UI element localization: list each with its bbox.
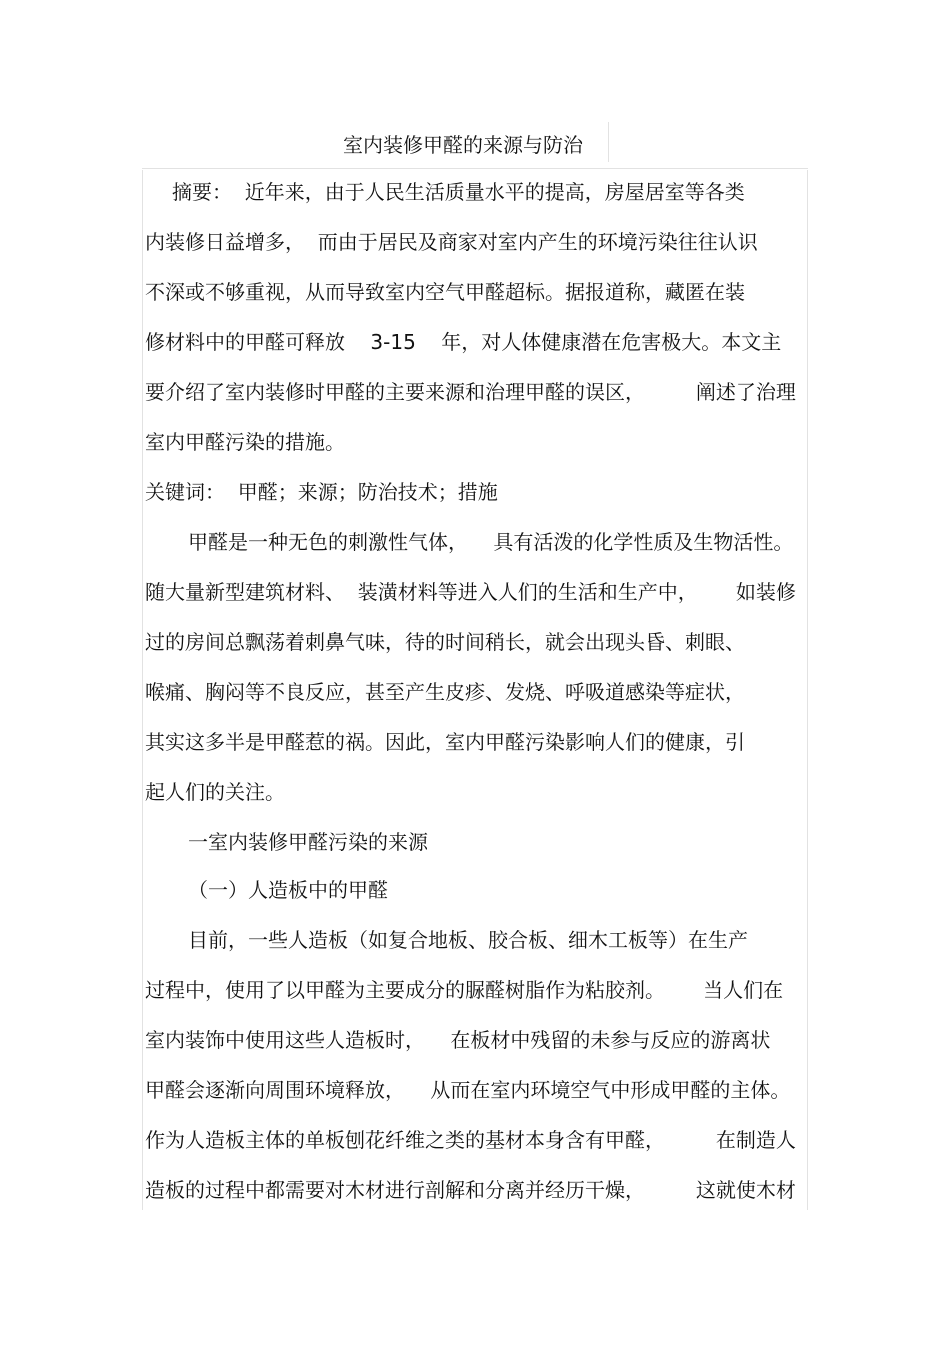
body-line-4: 喉痛、胸闷等不良反应，甚至产生皮疹、发烧、呼吸道感染等症状， — [145, 680, 745, 704]
section-line-5: 作为人造板主体的单板刨花纤维之类的基材本身含有甲醛， 在制造人 — [145, 1128, 796, 1152]
abstract-line-6: 室内甲醛污染的措施。 — [145, 430, 345, 454]
document-title: 室内装修甲醛的来源与防治 — [343, 133, 583, 157]
header-rule — [142, 168, 808, 169]
section-line-1: 目前，一些人造板（如复合地板、胶合板、细木工板等）在生产 — [188, 928, 748, 952]
section-line-3: 室内装饰中使用这些人造板时， 在板材中残留的未参与反应的游离状 — [145, 1028, 771, 1052]
body-line-2: 随大量新型建筑材料、 装潢材料等进入人们的生活和生产中， 如装修 — [145, 580, 796, 604]
subsection-heading: （一）人造板中的甲醛 — [188, 878, 388, 902]
abstract-line-4: 修材料中的甲醛可释放 3-15 年，对人体健康潜在危害极大。本文主 — [145, 330, 782, 354]
title-rule — [608, 122, 609, 162]
body-line-5: 其实这多半是甲醛惹的祸。因此，室内甲醛污染影响人们的健康，引 — [145, 730, 745, 754]
abstract-line-3: 不深或不够重视，从而导致室内空气甲醛超标。据报道称，藏匿在装 — [145, 280, 745, 304]
section-line-2: 过程中，使用了以甲醛为主要成分的脲醛树脂作为粘胶剂。 当人们在 — [145, 978, 784, 1002]
margin-rule-right — [807, 170, 808, 1210]
section-line-4: 甲醛会逐渐向周围环境释放， 从而在室内环境空气中形成甲醛的主体。 — [145, 1078, 791, 1102]
body-line-3: 过的房间总飘荡着刺鼻气味，待的时间稍长，就会出现头昏、刺眼、 — [145, 630, 745, 654]
keywords-line: 关键词： 甲醛；来源；防治技术；措施 — [145, 480, 498, 504]
abstract-line-1: 摘要： 近年来，由于人民生活质量水平的提高，房屋居室等各类 — [172, 180, 745, 204]
margin-rule-left — [142, 170, 143, 1210]
section-heading: 一室内装修甲醛污染的来源 — [188, 830, 428, 854]
body-line-1: 甲醛是一种无色的刺激性气体， 具有活泼的化学性质及生物活性。 — [188, 530, 794, 554]
body-line-6: 起人们的关注。 — [145, 780, 285, 804]
section-line-6: 造板的过程中都需要对木材进行剖解和分离并经历干燥， 这就使木材 — [145, 1178, 796, 1202]
abstract-line-5: 要介绍了室内装修时甲醛的主要来源和治理甲醛的误区， 阐述了治理 — [145, 380, 796, 404]
abstract-line-2: 内装修日益增多， 而由于居民及商家对室内产生的环境污染往往认识 — [145, 230, 758, 254]
